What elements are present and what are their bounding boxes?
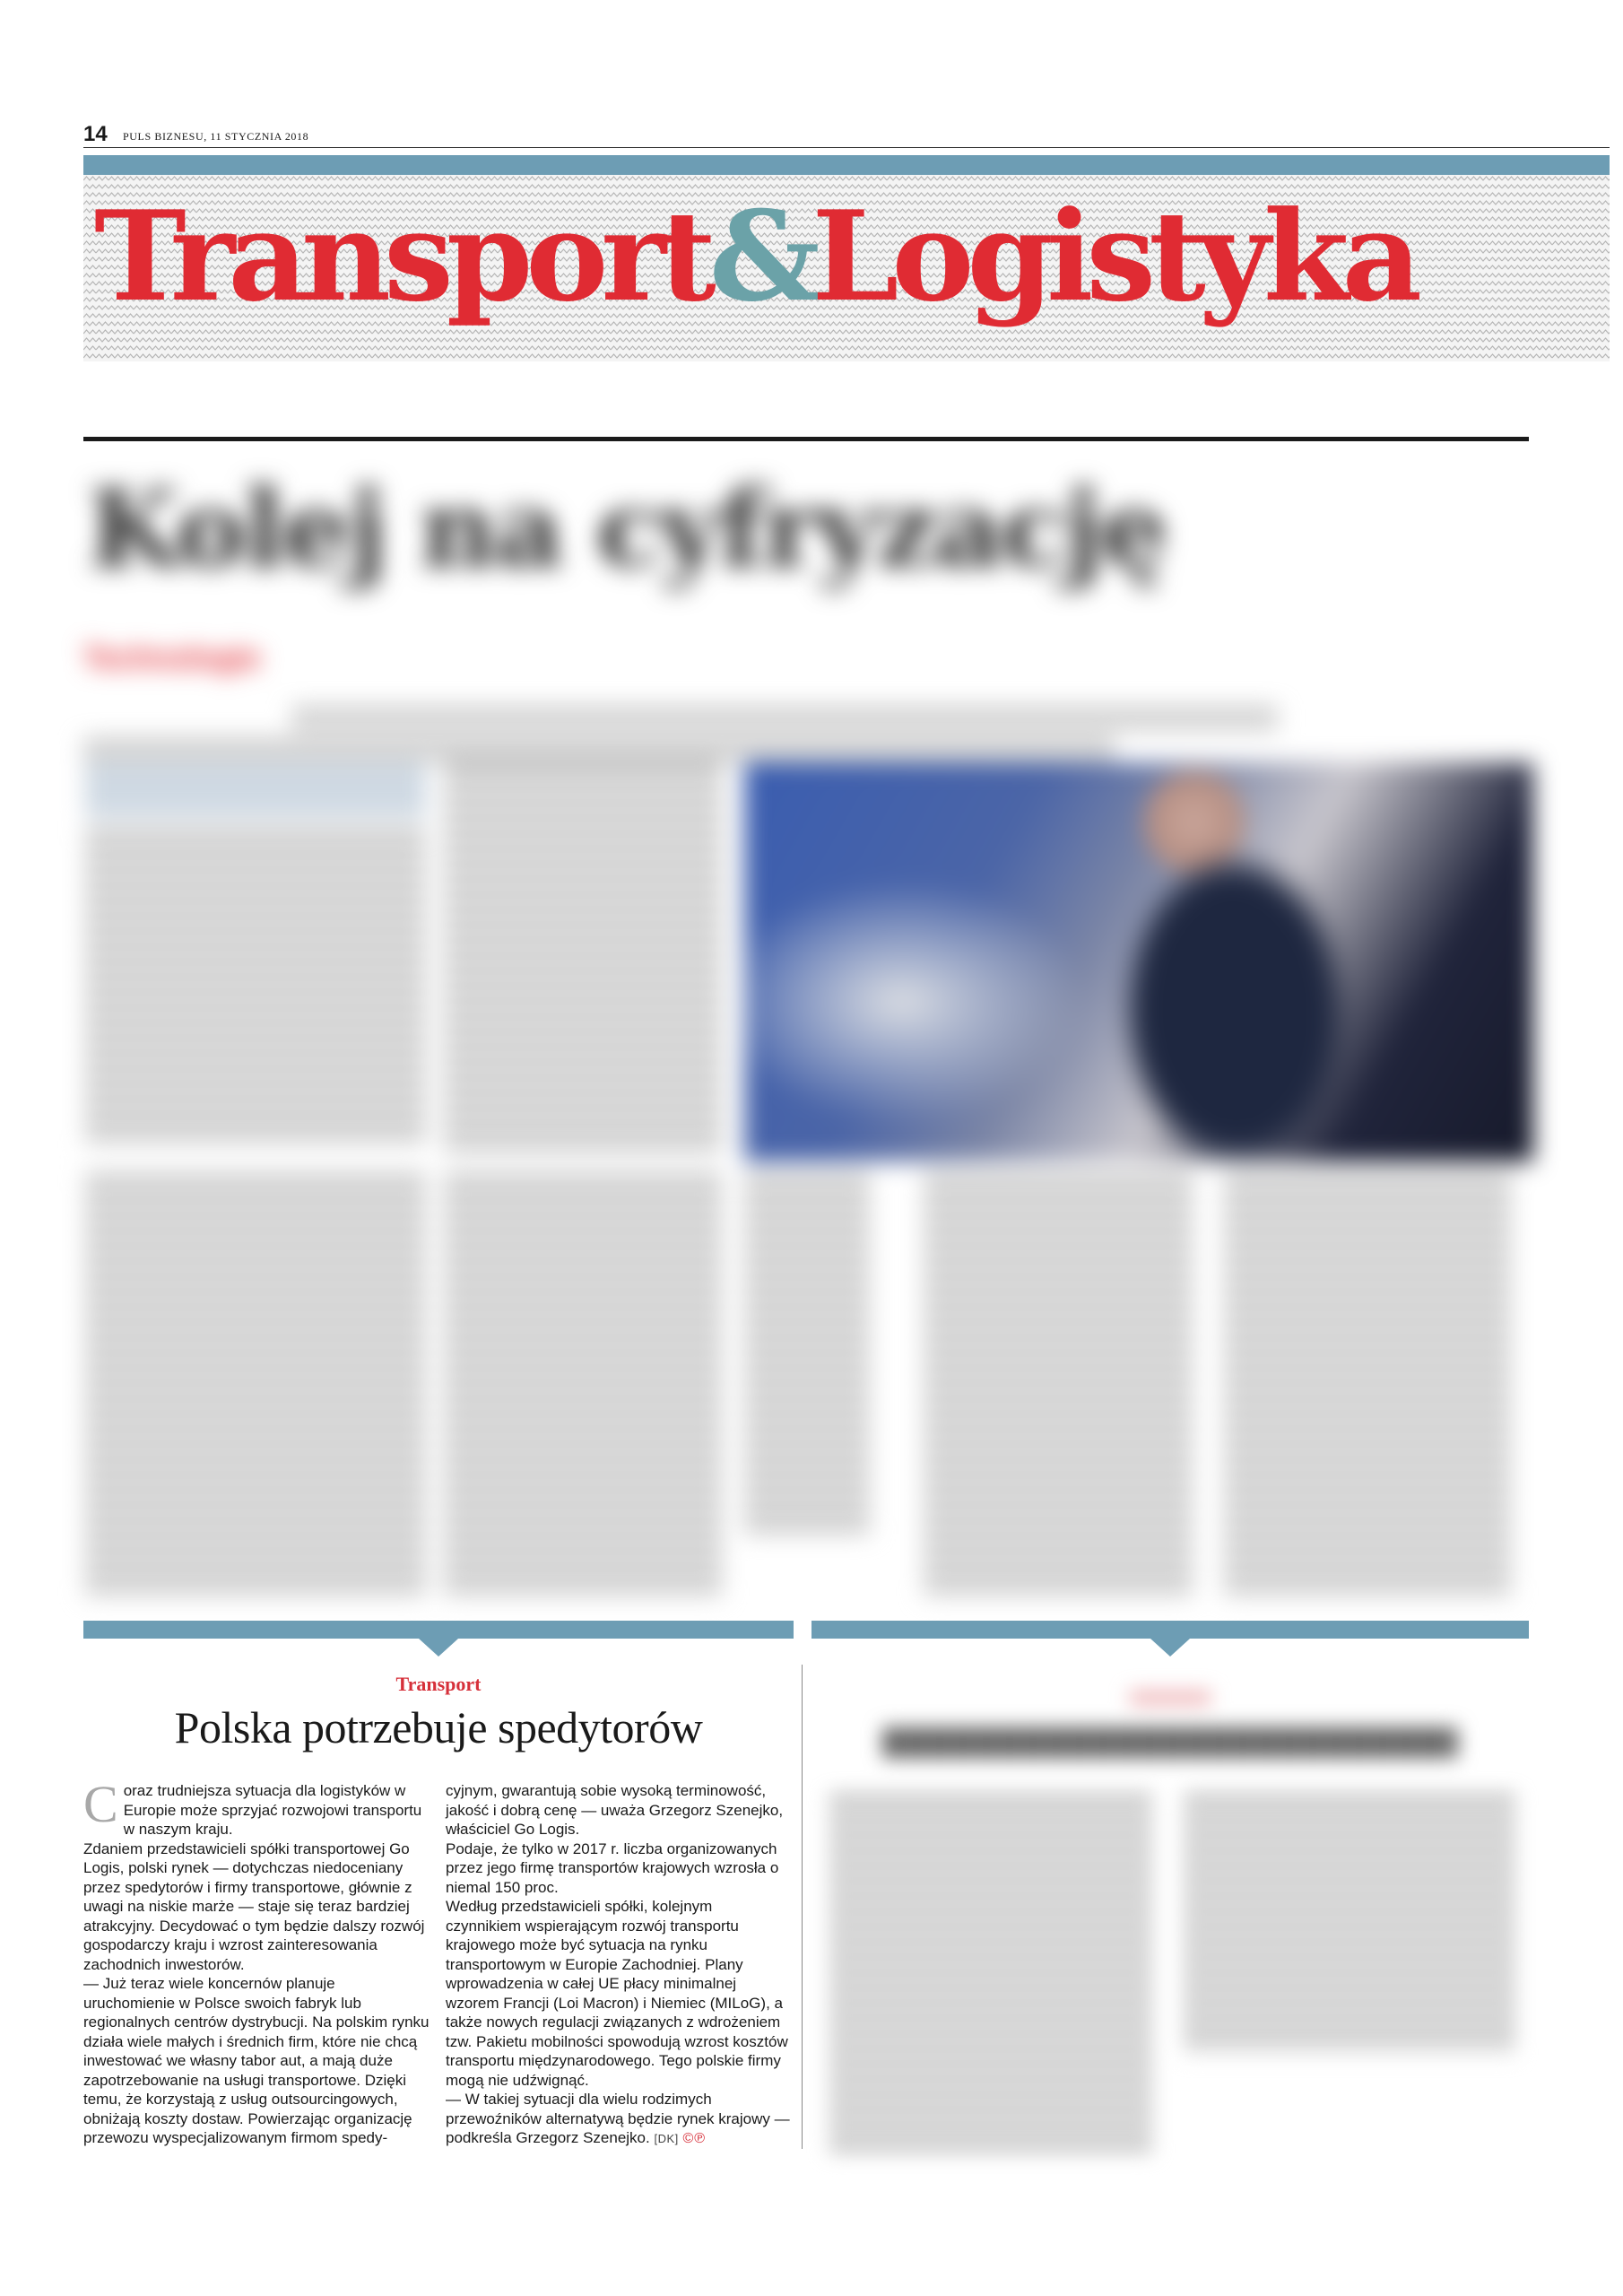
left-section-banner	[83, 1621, 794, 1639]
copyright-icon: ©℗	[682, 2131, 707, 2146]
page-folio	[83, 124, 1610, 148]
article-paragraph-6: Według przedstawicieli spółki, kolejnym czynnikiem wspierającym rozwój transportu krajowego może być sytuacja na rynku transportowym w Europie Zachodniej. Plany wprowadzenia w całej UE płacy minimalnej wzorem Francji (Loi Macron) i Niemiec (MILoG), a także nowych regulacji związanych z wdrożeniem tzw. Pakietu mobilności spowodują wzrost kosztów transportu międzynarodowego. Tego polskie firmy mogą nie udźwignąć.	[446, 1898, 788, 2089]
section-header	[83, 155, 1610, 361]
section-title-logistyka: Logistyka	[812, 183, 1416, 329]
article-photo	[744, 762, 1533, 1161]
right-article-blurred	[812, 1665, 1529, 2176]
text-column	[85, 830, 426, 1148]
text-column	[744, 1175, 870, 1534]
text-column	[444, 1175, 722, 1596]
drop-cap: C	[83, 1775, 118, 1833]
article-paragraph-3: — Już teraz wiele koncernów planuje uruchomienie w Polsce swoich fabryk lub regionalnych centrów dystrybucji. Na polskim rynku działa wiele małych i średnich firm, które nie chcą inwestować we własny tabor aut, a mają duże zapotrzebowanie na usługi transportowe. Dzięki temu, że korzystają z usług outsourcingowych, obniżają koszty dostaw. Powierzając organizację przewozu wyspecjalizowanym firmom spedy-	[83, 1975, 430, 2146]
column-divider	[802, 1665, 803, 2149]
section-title-ampersand: &	[708, 183, 812, 329]
article-kicker: Transport	[395, 1673, 482, 1695]
article-byline: [DK]	[654, 2132, 679, 2145]
text-column	[85, 1175, 426, 1596]
main-article-blurred	[58, 453, 1551, 1610]
main-article-lead	[83, 637, 1509, 680]
main-article-rule	[83, 437, 1529, 441]
section-title	[94, 183, 1416, 329]
article-paragraph-1: Coraz trudniejsza sytuacja dla logistyków w Europie może sprzyjać rozwojowi transportu w naszym kraju.	[83, 1775, 422, 1838]
article-paragraph-5: Podaje, że tylko w 2017 r. liczba organizowanych przez jego firmę transportów krajowych wzrosła o niemal 150 proc.	[446, 1839, 779, 1896]
article-column-right	[446, 1781, 792, 2149]
banner-pointer-icon	[1150, 1639, 1190, 1657]
article-headline: Polska potrzebuje spedytorów	[174, 1702, 703, 1752]
article-paragraph-4: cyjnym, gwarantują sobie wysoką terminowość, jakość i dobrą cenę — uważa Grzegorz Szenejko, właściciel Go Logis.	[446, 1782, 784, 1838]
main-article-lead-tag: Technologie	[83, 641, 261, 675]
article-paragraph-7: — W takiej sytuacji dla wielu rodzimych przewoźników alternatywą będzie rynek krajowy — podkreśla Grzegorz Szenejko. [DK] ©℗	[446, 2091, 790, 2146]
section-header-bar	[83, 155, 1610, 175]
text-column	[444, 762, 722, 1152]
article-paragraph-2: Zdaniem przedstawicieli spółki transportowej Go Logis, polski rynek — dotychczas niedoceniany przez spedytorów i firmy transportowe, głównie z uwagi na niskie marże — staje się teraz bardziej atrakcyjny. Decydować o tym będzie dalszy rozwój gospodarczy kraju i wzrost zainteresowania zachodnich inwestorów.	[83, 1839, 425, 1973]
publication-date: PULS BIZNESU, 11 STYCZNIA 2018	[123, 130, 309, 143]
right-article-kicker	[1130, 1692, 1211, 1704]
right-section-banner	[812, 1621, 1529, 1639]
text-column	[924, 1175, 1193, 1596]
banner-pointer-icon	[419, 1639, 458, 1657]
main-article-headline: Kolej na cyfryzację	[88, 466, 1167, 591]
photo-caption-box	[85, 762, 426, 818]
text-column	[1184, 1795, 1515, 2055]
text-column	[829, 1795, 1152, 2153]
article-column-left	[83, 1775, 430, 2148]
section-title-transport: Transport	[94, 183, 709, 329]
right-article-headline	[883, 1727, 1457, 1758]
lead-text-line	[83, 740, 1115, 760]
page-number: 14	[83, 122, 108, 146]
lead-text-line	[291, 709, 1278, 728]
text-column	[1224, 1175, 1511, 1596]
